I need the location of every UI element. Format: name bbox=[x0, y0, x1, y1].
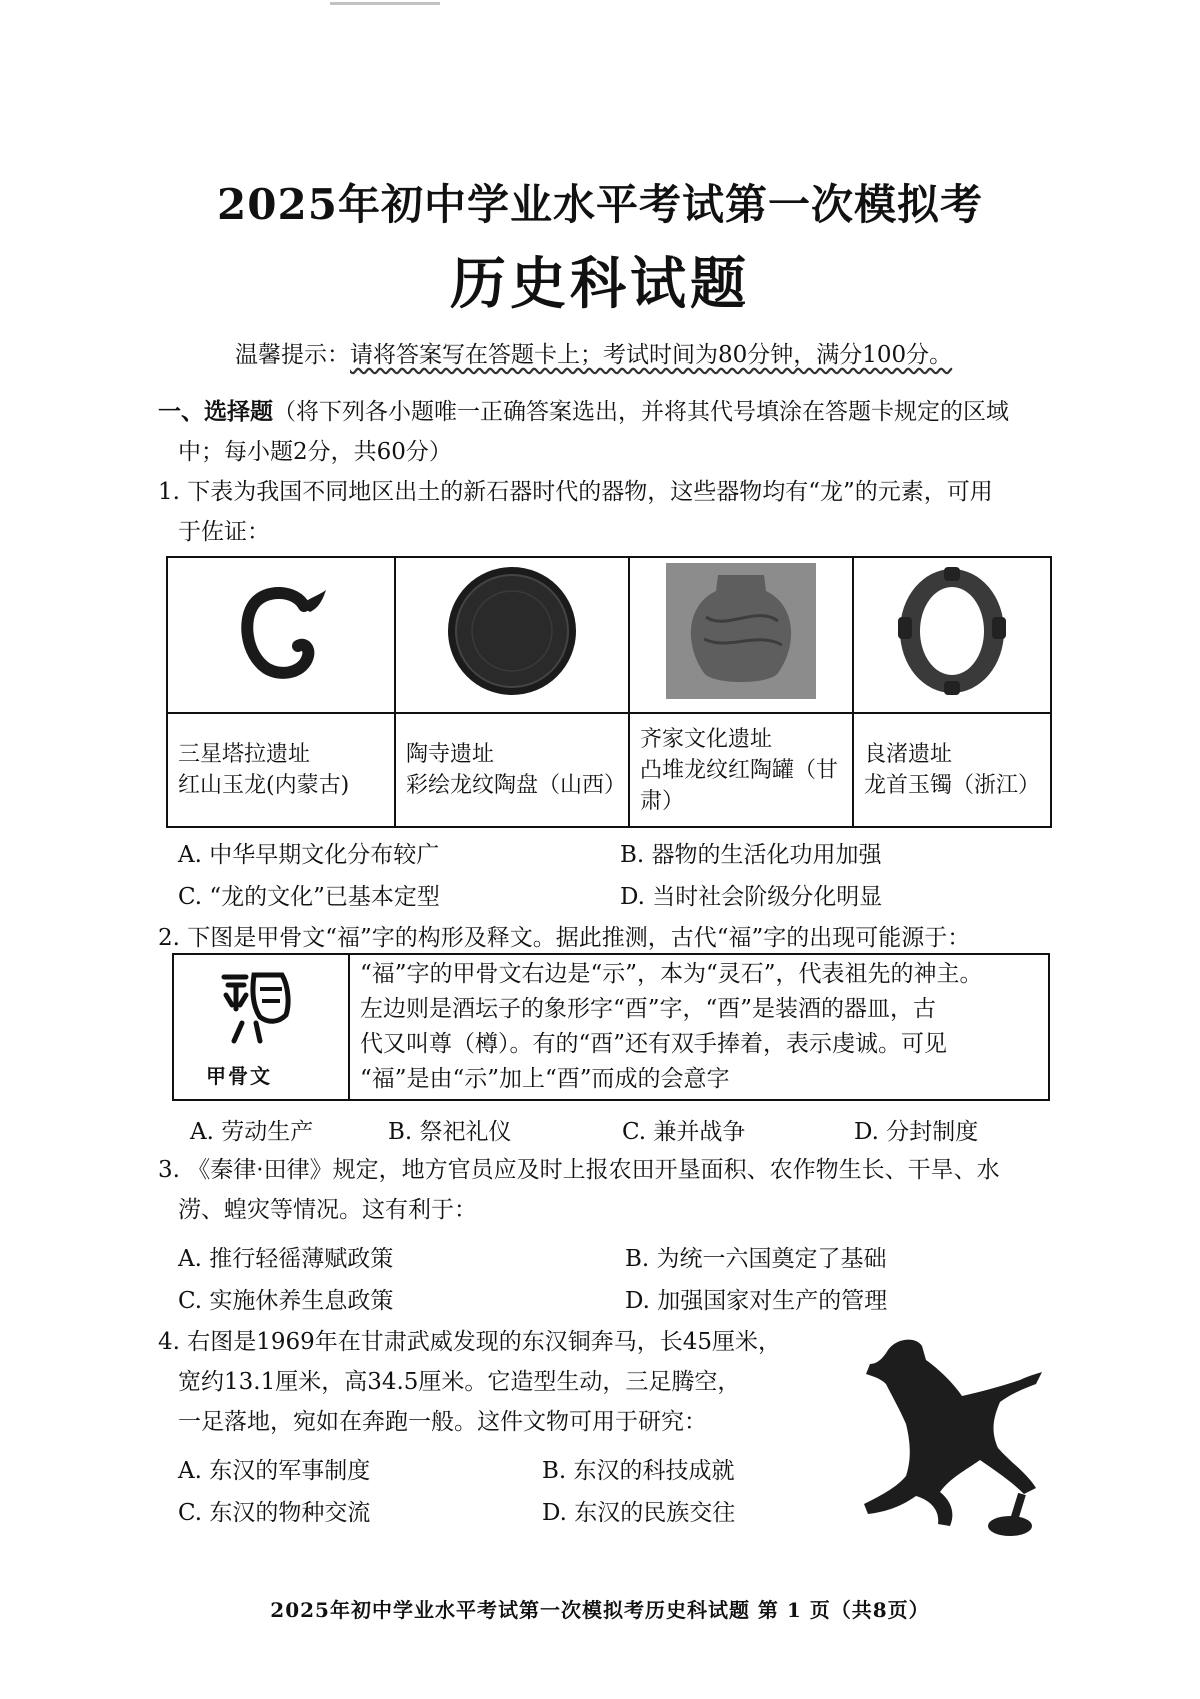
oracle-glyph-cell bbox=[174, 955, 350, 1099]
artifact-name: 龙首玉镯（浙江） bbox=[864, 773, 1041, 798]
q4-option-c: C. 东汉的物种交流 bbox=[178, 1500, 371, 1526]
q3-option-a: A. 推行轻徭薄赋政策 bbox=[178, 1246, 394, 1272]
artifact-image-cell bbox=[395, 557, 629, 713]
bronze-galloping-horse-icon bbox=[830, 1330, 1060, 1550]
exam-tip bbox=[235, 336, 952, 369]
artifact-site: 陶寺遗址 bbox=[406, 742, 495, 767]
q4-option-a: A. 东汉的军事制度 bbox=[178, 1458, 371, 1484]
question-3-stem bbox=[158, 1150, 1058, 1230]
artifact-caption bbox=[853, 713, 1051, 827]
q3-stem-line2: 涝、蝗灾等情况。这有利于： bbox=[178, 1197, 477, 1223]
artifact-site: 三星塔拉遗址 bbox=[178, 742, 311, 767]
artifact-caption bbox=[395, 713, 629, 827]
q4-option-d: D. 东汉的民族交往 bbox=[542, 1500, 736, 1526]
artifact-image-cell bbox=[629, 557, 853, 713]
scan-artifact-line bbox=[330, 2, 440, 5]
artifact-site: 良渚遗址 bbox=[864, 742, 953, 767]
artifact-caption bbox=[629, 713, 853, 827]
artifact-name: 彩绘龙纹陶盘（山西） bbox=[406, 773, 627, 798]
q1-option-c: C. “龙的文化”已基本定型 bbox=[178, 884, 440, 910]
q1-option-b: B. 器物的生活化功用加强 bbox=[620, 842, 882, 868]
page-footer: 2025年初中学业水平考试第一次模拟考历史科试题 第 1 页（共8页） bbox=[270, 1598, 930, 1622]
fu-character-box bbox=[172, 953, 1050, 1101]
artifact-table bbox=[166, 556, 1052, 828]
fu-explanation bbox=[350, 955, 1048, 1099]
explanation-line: “福”字的甲骨文右边是“示”，本为“灵石”，代表祖先的神主。 bbox=[360, 961, 983, 987]
q1-stem-line1: 1. 下表为我国不同地区出土的新石器时代的器物，这些器物均有“龙”的元素，可用 bbox=[158, 479, 993, 505]
q2-option-d: D. 分封制度 bbox=[854, 1119, 979, 1145]
q4-stem-line3: 一足落地，宛如在奔跑一般。这件文物可用于研究： bbox=[178, 1409, 707, 1435]
artifact-image-cell bbox=[853, 557, 1051, 713]
q4-stem-line2: 宽约13.1厘米，高34.5厘米。它造型生动，三足腾空， bbox=[178, 1369, 741, 1395]
pottery-plate-icon bbox=[442, 561, 582, 701]
q4-option-b: B. 东汉的科技成就 bbox=[542, 1458, 735, 1484]
explanation-line: “福”是由“示”加上“酉”而成的会意字 bbox=[360, 1066, 730, 1092]
q3-option-c: C. 实施休养生息政策 bbox=[178, 1288, 394, 1314]
q2-option-b: B. 祭祀礼仪 bbox=[388, 1119, 512, 1145]
question-1-stem bbox=[158, 472, 1058, 552]
oracle-bone-fu-glyph-icon bbox=[216, 965, 296, 1045]
artifact-caption bbox=[167, 713, 395, 827]
q2-option-a: A. 劳动生产 bbox=[190, 1119, 314, 1145]
question-4-stem bbox=[158, 1322, 808, 1442]
section-choice-heading bbox=[158, 392, 1058, 472]
q4-stem-line1: 4. 右图是1969年在甘肃武威发现的东汉铜奔马，长45厘米， bbox=[158, 1329, 782, 1355]
artifact-image-cell bbox=[167, 557, 395, 713]
artifact-name: 红山玉龙(内蒙古) bbox=[178, 773, 350, 798]
q1-stem-line2: 于佐证： bbox=[178, 519, 270, 545]
section-instruction-2: 中；每小题2分，共60分） bbox=[178, 439, 452, 465]
q1-option-a: A. 中华早期文化分布较广 bbox=[178, 842, 440, 868]
artifact-site: 齐家文化遗址 bbox=[640, 726, 773, 752]
pottery-jar-icon bbox=[666, 561, 816, 701]
q3-stem-line1: 3. 《秦律·田律》规定，地方官员应及时上报农田开垦面积、农作物生长、干旱、水 bbox=[158, 1157, 1000, 1183]
q2-stem: 2. 下图是甲骨文“福”字的构形及释文。据此推测，古代“福”字的出现可能源于： bbox=[158, 925, 971, 951]
q3-option-b: B. 为统一六国奠定了基础 bbox=[625, 1246, 887, 1272]
section-heading: 一、选择题 bbox=[158, 398, 273, 425]
tip-prefix: 温馨提示： bbox=[235, 342, 350, 368]
subject-title: 历史科试题 bbox=[450, 251, 750, 317]
section-instruction-1: （将下列各小题唯一正确答案选出，并将其代号填涂在答题卡规定的区域 bbox=[273, 399, 1009, 425]
q1-option-d: D. 当时社会阶级分化明显 bbox=[620, 884, 883, 910]
tip-text: 请将答案写在答题卡上；考试时间为80分钟，满分100分。 bbox=[350, 342, 953, 368]
explanation-line: 代又叫尊（樽）。有的“酉”还有双手捧着，表示虔诚。可见 bbox=[360, 1031, 948, 1057]
jade-bracelet-icon bbox=[892, 561, 1012, 701]
q2-option-c: C. 兼并战争 bbox=[622, 1119, 746, 1145]
exam-title: 2025年初中学业水平考试第一次模拟考 bbox=[217, 180, 983, 229]
jade-dragon-icon bbox=[226, 576, 336, 686]
q3-option-d: D. 加强国家对生产的管理 bbox=[625, 1288, 888, 1314]
explanation-line: 左边则是酒坛子的象形字“酉”字，“酉”是装酒的器皿，古 bbox=[360, 996, 937, 1022]
glyph-caption: 甲骨文 bbox=[206, 1064, 272, 1088]
artifact-name: 凸堆龙纹红陶罐（甘肃） bbox=[640, 757, 839, 814]
